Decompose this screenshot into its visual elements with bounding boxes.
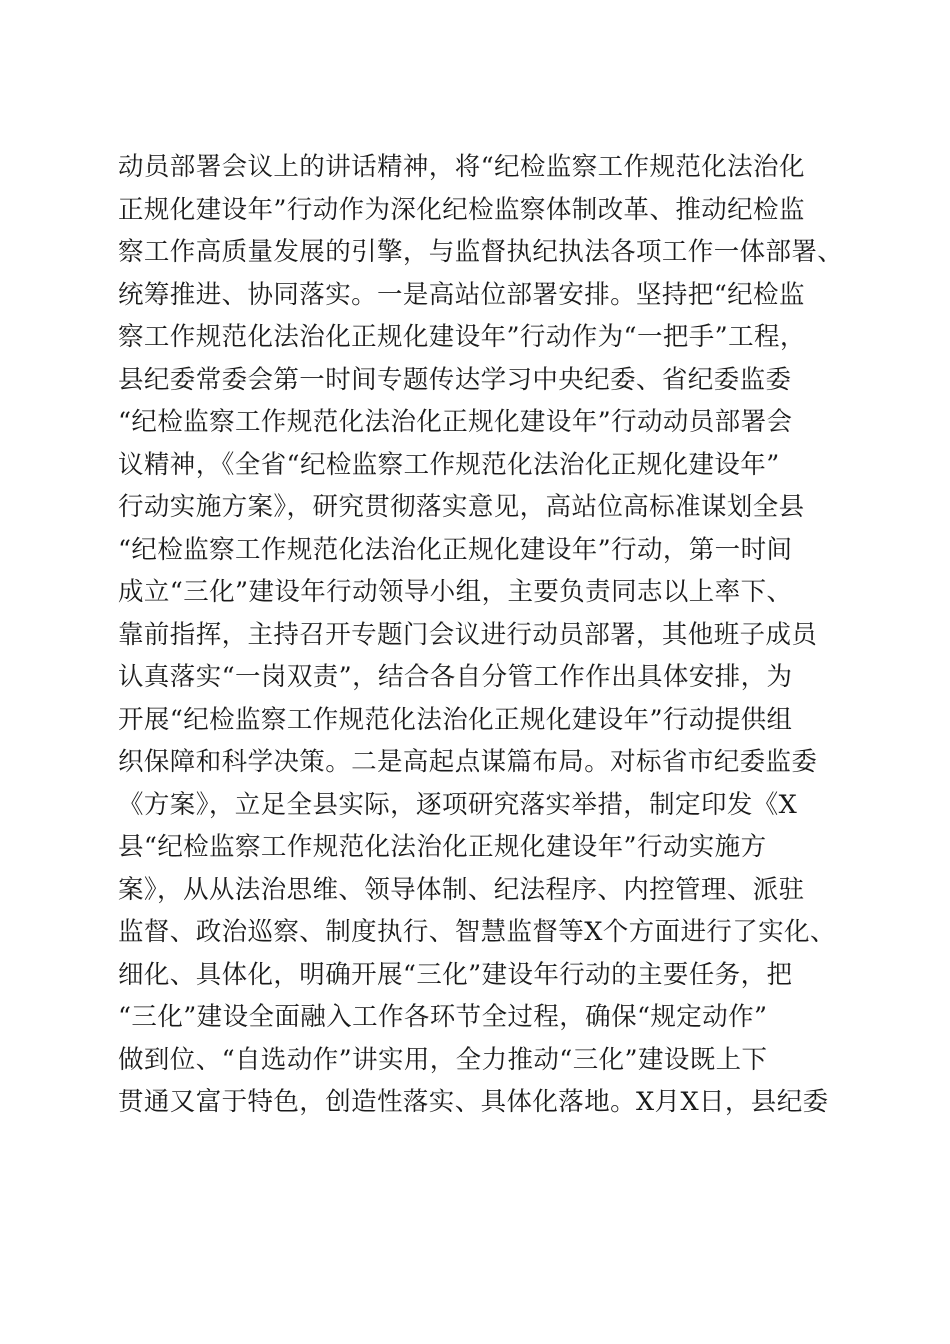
- text-line: 成立“三化”建设年行动领导小组，主要负责同志以上率下、: [118, 577, 793, 607]
- text-line: 案》，从从法治思维、领导体制、纪法程序、内控管理、派驻: [118, 874, 805, 905]
- text-line: 开展“纪检监察工作规范化法治化正规化建设年”行动提供组: [118, 704, 793, 735]
- text-line: 做到位、“自选动作”讲实用，全力推动“三化”建设既上下: [118, 1044, 768, 1075]
- text-line: 动员部署会议上的讲话精神，将“纪检监察工作规范化法治化: [118, 152, 805, 182]
- text-line: 织保障和科学决策。二是高起点谋篇布局。对标省市纪委监委: [118, 747, 818, 777]
- text-line: 监督、政治巡察、制度执行、智慧监督等X个方面进行了实化、: [118, 917, 836, 947]
- text-line: 统筹推进、协同落实。一是高站位部署安排。坚持把“纪检监: [118, 279, 805, 310]
- text-line: 靠前指挥，主持召开专题门会议进行动员部署，其他班子成员: [118, 619, 818, 650]
- text-line: 认真落实“一岗双责”，结合各自分管工作作出具体安排，为: [118, 662, 793, 692]
- body-paragraph: [118, 146, 848, 1124]
- text-line: 议精神，《全省“纪检监察工作规范化法治化正规化建设年”: [118, 449, 780, 480]
- text-line: 县纪委常委会第一时间专题传达学习中央纪委、省纪委监委: [118, 364, 792, 395]
- text-line: 细化、具体化，明确开展“三化”建设年行动的主要任务，把: [118, 959, 793, 990]
- text-line: 察工作高质量发展的引擎，与监督执纪执法各项工作一体部署、: [118, 237, 844, 267]
- text-line: “纪检监察工作规范化法治化正规化建设年”行动，第一时间: [118, 534, 793, 565]
- text-line: 贯通又富于特色，创造性落实、具体化落地。X月X日，县纪委: [118, 1087, 829, 1117]
- text-line: 察工作规范化法治化正规化建设年”行动作为“一把手”工程，: [118, 322, 806, 352]
- text-line: 《方案》，立足全县实际，逐项研究落实举措，制定印发《X: [118, 789, 798, 820]
- text-line: 行动实施方案》，研究贯彻落实意见，高站位高标准谋划全县: [118, 492, 805, 522]
- text-line: 正规化建设年”行动作为深化纪检监察体制改革、推动纪检监: [118, 194, 805, 225]
- text-line: “纪检监察工作规范化法治化正规化建设年”行动动员部署会: [118, 407, 793, 437]
- text-line: “三化”建设全面融入工作各环节全过程，确保“规定动作”: [118, 1002, 768, 1032]
- text-line: 县“纪检监察工作规范化法治化正规化建设年”行动实施方: [118, 832, 767, 862]
